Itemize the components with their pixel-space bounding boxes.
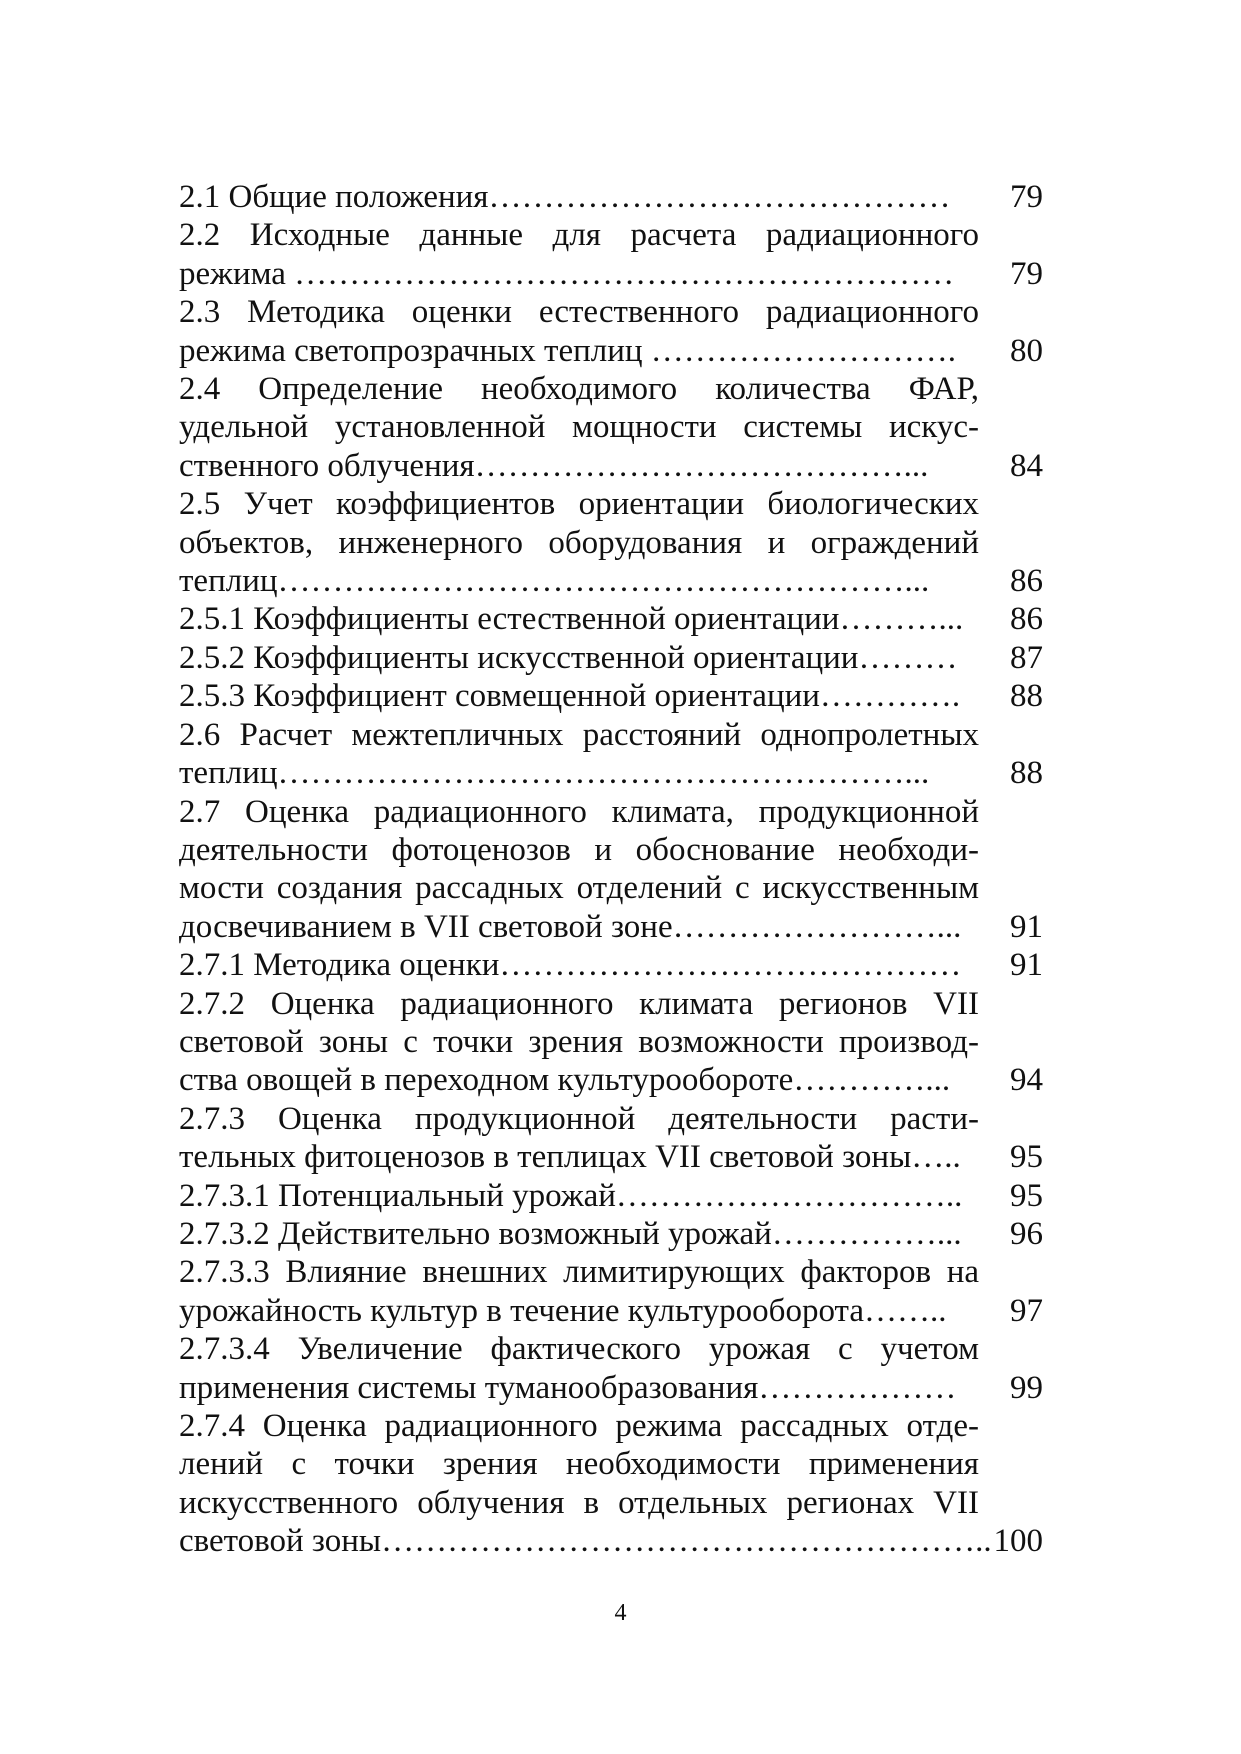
- toc-entry-line: ства овощей в переходном культурообороте…………...: [179, 1062, 951, 1099]
- toc-entry-page: 87: [1010, 639, 1043, 676]
- toc-entry-line: режима светопрозрачных теплиц ……………………….: [179, 332, 957, 369]
- toc-entry-page: 94: [1010, 1062, 1043, 1099]
- toc-entry-page: 97: [1010, 1292, 1043, 1329]
- toc-entry-title: [179, 793, 979, 947]
- toc-entry-title: [179, 600, 979, 638]
- toc-entry-title: [179, 1177, 979, 1215]
- toc-entry-page: 100: [993, 1523, 1043, 1560]
- toc-entry: [179, 946, 1059, 984]
- toc-entry-line: 2.7.2 Оценка радиационного климата регионов VII: [179, 985, 979, 1022]
- toc-entry-line: режима ……………………………………………………: [179, 255, 955, 292]
- toc-entry-line: 2.5 Учет коэффициентов ориентации биологических: [179, 486, 979, 523]
- toc-entry-page: 96: [1010, 1215, 1043, 1252]
- toc-entry-line: 2.2 Исходные данные для расчета радиационного: [179, 217, 979, 254]
- toc-entry: [179, 216, 1059, 293]
- toc-entry-page: 95: [1010, 1139, 1043, 1176]
- toc-entry-title: [179, 985, 979, 1100]
- toc-entry-line: ственного облучения…………………………………...: [179, 447, 929, 484]
- page-number: 4: [614, 1600, 627, 1626]
- toc-entry-line: применения системы туманообразования………………: [179, 1369, 957, 1406]
- toc-entry-page: 86: [1010, 601, 1043, 638]
- toc-entry-line: 2.7.3.4 Увеличение фактического урожая с учетом: [179, 1331, 979, 1368]
- toc-entry-page: 80: [1010, 332, 1043, 369]
- toc-entry-line: 2.1 Общие положения……………………………………: [179, 179, 951, 215]
- toc-entry: [179, 1100, 1059, 1177]
- toc-entry-line: 2.3 Методика оценки естественного радиационного: [179, 294, 979, 331]
- toc-entry-line: световой зоны………………………………………………..: [179, 1523, 992, 1560]
- toc-entry-title: [179, 178, 979, 216]
- toc-entry: [179, 1177, 1059, 1215]
- toc-entry-title: [179, 485, 979, 600]
- toc-entry: [179, 716, 1059, 793]
- toc-entry-title: [179, 946, 979, 984]
- toc-entry: [179, 1253, 1059, 1330]
- toc-entry-title: [179, 677, 979, 715]
- toc-entry: [179, 677, 1059, 715]
- toc-entry-line: 2.6 Расчет межтепличных расстояний однопролетных: [179, 716, 979, 753]
- toc-entry-page: 91: [1010, 908, 1043, 945]
- toc-entry-page: 79: [1010, 255, 1043, 292]
- toc-entry: [179, 293, 1059, 370]
- toc-entry-line: 2.7.3.1 Потенциальный урожай…………………………..: [179, 1177, 963, 1214]
- toc-entry-line: досвечиванием в VII световой зоне……………………...: [179, 908, 962, 945]
- toc-entry-line: 2.7.3.3 Влияние внешних лимитирующих факторов на: [179, 1254, 979, 1291]
- toc-entry-page: 99: [1010, 1369, 1043, 1406]
- toc-entry: [179, 793, 1059, 947]
- toc-entry-line: 2.5.3 Коэффициент совмещенной ориентации………….: [179, 678, 961, 715]
- toc-entry-page: 91: [1010, 947, 1043, 984]
- toc-entry-title: [179, 639, 979, 677]
- toc-entry-line: световой зоны с точки зрения возможности производ-: [179, 1023, 979, 1060]
- toc-entry-line: 2.7.3 Оценка продукционной деятельности расти-: [179, 1100, 979, 1137]
- toc-entry-page: 88: [1010, 678, 1043, 715]
- toc-entry-line: урожайность культур в течение культурооборота……..: [179, 1292, 947, 1329]
- toc-entry-line: 2.5.2 Коэффициенты искусственной ориентации………: [179, 639, 958, 676]
- toc-entry-title: [179, 716, 979, 793]
- toc-entry: [179, 1215, 1059, 1253]
- table-of-contents: [179, 178, 1059, 1561]
- toc-entry: [179, 600, 1059, 638]
- toc-entry-line: лений с точки зрения необходимости применения: [179, 1446, 979, 1483]
- toc-entry-line: объектов, инженерного оборудования и ограждений: [179, 524, 979, 561]
- toc-entry-line: деятельности фотоценозов и обоснование необходи-: [179, 831, 979, 868]
- toc-entry-line: 2.7.1 Методика оценки……………………………………: [179, 947, 962, 984]
- toc-entry-line: 2.4 Определение необходимого количества ФАР,: [179, 371, 979, 408]
- toc-entry: [179, 370, 1059, 485]
- toc-entry-title: [179, 216, 979, 293]
- toc-entry-line: удельной установленной мощности системы искус-: [179, 409, 979, 446]
- toc-entry-page: 86: [1010, 563, 1043, 600]
- toc-entry-page: 95: [1010, 1177, 1043, 1214]
- toc-entry: [179, 1407, 1059, 1561]
- toc-entry-title: [179, 1253, 979, 1330]
- toc-entry-title: [179, 1330, 979, 1407]
- toc-entry-line: 2.5.1 Коэффициенты естественной ориентации………...: [179, 601, 964, 638]
- toc-entry-line: мости создания рассадных отделений с искусственным: [179, 870, 979, 907]
- toc-entry-title: [179, 293, 979, 370]
- toc-entry-line: 2.7.3.2 Действительно возможный урожай……………...: [179, 1215, 962, 1252]
- toc-entry-page: 84: [1010, 447, 1043, 484]
- toc-entry-line: теплиц…………………………………………………...: [179, 563, 930, 600]
- toc-entry: [179, 639, 1059, 677]
- toc-entry-title: [179, 1100, 979, 1177]
- toc-entry: [179, 485, 1059, 600]
- toc-entry-title: [179, 370, 979, 485]
- toc-entry: [179, 1330, 1059, 1407]
- toc-entry-page: 88: [1010, 755, 1043, 792]
- toc-entry-line: 2.7 Оценка радиационного климата, продукционной: [179, 793, 979, 830]
- toc-entry-line: тельных фитоценозов в теплицах VII световой зоны…..: [179, 1139, 961, 1176]
- toc-entry-title: [179, 1407, 992, 1561]
- toc-entry: [179, 985, 1059, 1100]
- toc-entry-page: 79: [1010, 179, 1043, 215]
- toc-entry-title: [179, 1215, 979, 1253]
- toc-entry-line: 2.7.4 Оценка радиационного режима рассадных отде-: [179, 1408, 979, 1444]
- toc-entry: [179, 178, 1059, 216]
- toc-entry-line: искусственного облучения в отдельных регионах VII: [179, 1484, 979, 1521]
- toc-entry-line: теплиц…………………………………………………...: [179, 755, 930, 792]
